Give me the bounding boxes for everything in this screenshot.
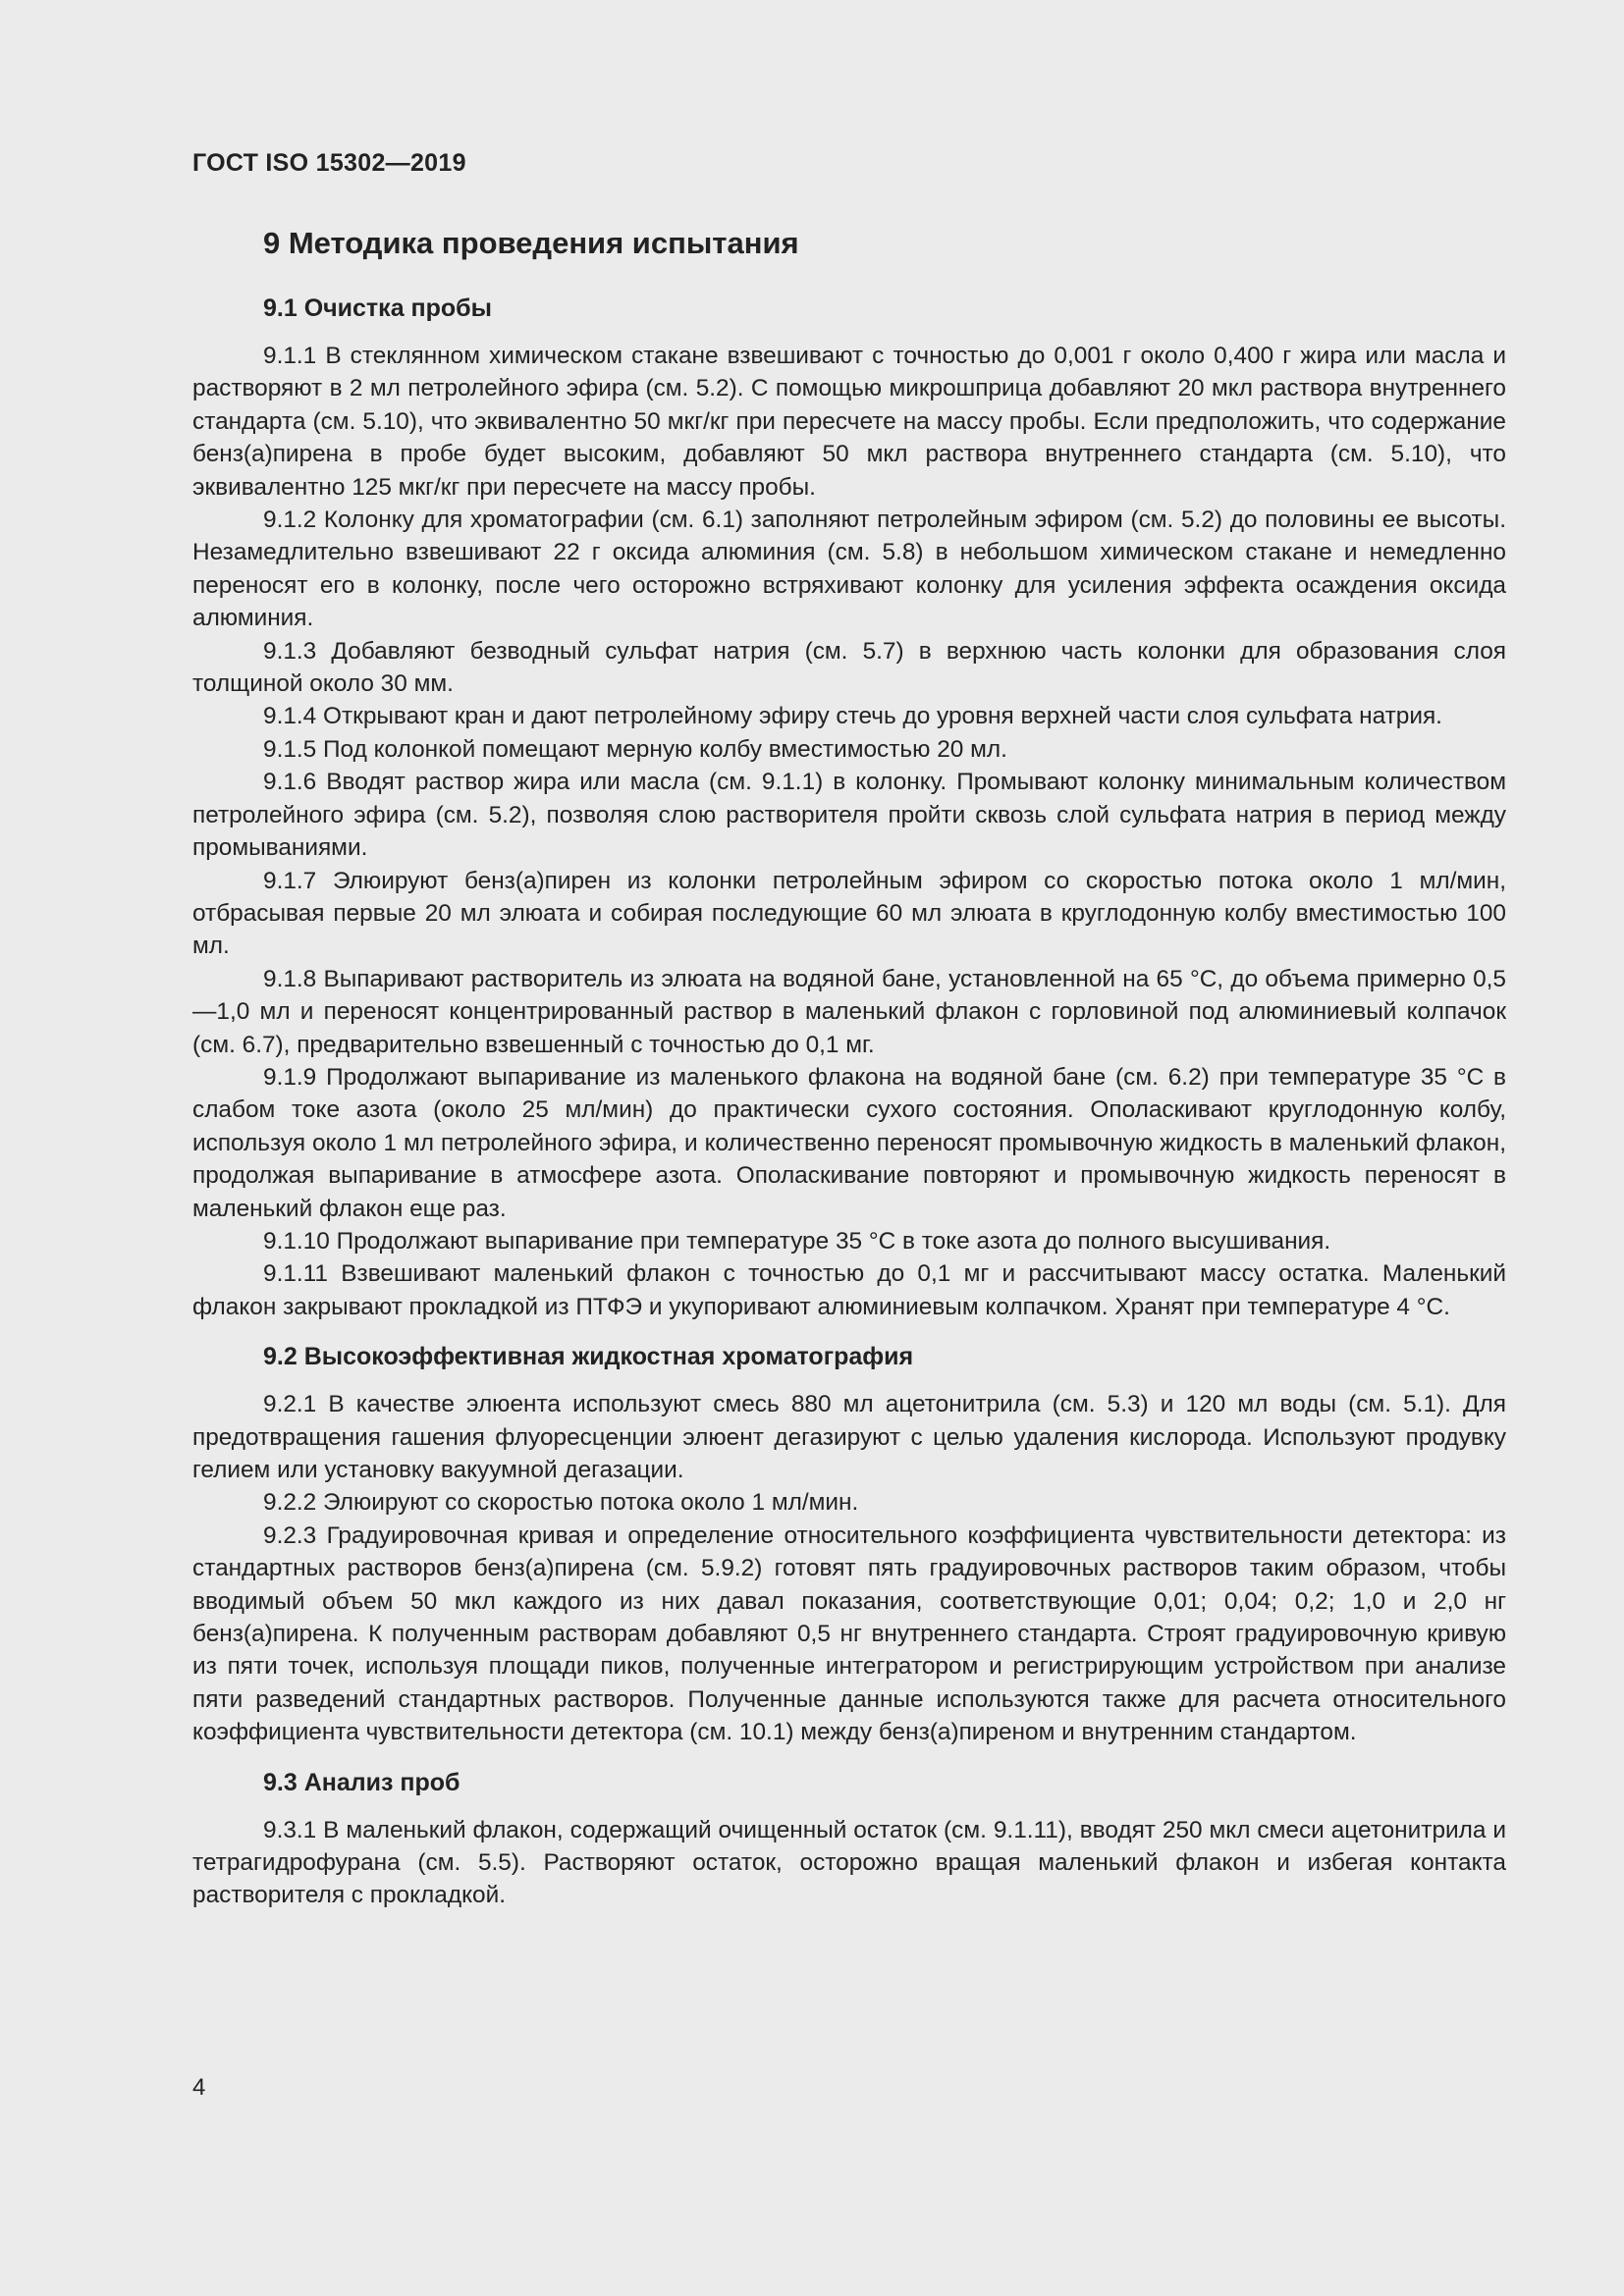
paragraph-9-2-3: 9.2.3 Градуировочная кривая и определение относительного коэффициента чувствительности детектора: из стандартных растворов бенз(а)пирена (см. 5.9.2) готовят пять градуировочных растворов таким образом, чтобы вводимый объем 50 мкл каждого из них давал показания, соответствующие 0,01; 0,04; 0,2; 1,0 и 2,0 нг бенз(а)пирена. К полученным растворам добавляют 0,5 нг внутреннего стандарта. Строят градуировочную кривую из пяти точек, используя площади пиков, полученные интегратором и регистрирующим устройством при анализе пяти разведений стандартных растворов. Полученные данные используются также для расчета относительного коэффициента чувствительности детектора (см. 10.1) между бенз(а)пиреном и внутренним стандартом. bbox=[192, 1522, 1506, 1746]
paragraph-9-1-3: 9.1.3 Добавляют безводный сульфат натрия (см. 5.7) в верхнюю часть колонки для образования слоя толщиной около 30 мм. bbox=[192, 637, 1506, 698]
paragraph-9-1-4: 9.1.4 Открывают кран и дают петролейному эфиру стечь до уровня верхней части слоя сульфата натрия. bbox=[263, 703, 1442, 730]
document-body bbox=[192, 222, 1506, 1912]
document-code-header: ГОСТ ISO 15302—2019 bbox=[192, 149, 466, 177]
paragraph-9-2-2: 9.2.2 Элюируют со скоростью потока около 1 мл/мин. bbox=[263, 1489, 859, 1517]
paragraph-9-1-7: 9.1.7 Элюируют бенз(а)пирен из колонки петролейным эфиром со скоростью потока около 1 мл/мин, отбрасывая первые 20 мл элюата и собирая последующие 60 мл элюата в круглодонную колбу вместимостью 100 мл. bbox=[192, 867, 1506, 960]
paragraph-9-1-9: 9.1.9 Продолжают выпаривание из маленького флакона на водяной бане (см. 6.2) при температуре 35 °С в слабом токе азота (около 25 мл/мин) до практически сухого состояния. Ополаскивают круглодонную колбу, используя около 1 мл петролейного эфира, и количественно переносят промывочную жидкость в маленький флакон, продолжая выпаривание в атмосфере азота. Ополаскивание повторяют и промывочную жидкость переносят в маленький флакон еще раз. bbox=[192, 1063, 1506, 1222]
paragraph-9-1-11: 9.1.11 Взвешивают маленький флакон с точностью до 0,1 мг и рассчитывают массу остатка. Маленький флакон закрывают прокладкой из ПТФЭ и укупоривают алюминиевым колпачком. Хранят при температуре 4 °С. bbox=[192, 1260, 1506, 1320]
paragraph-9-1-6: 9.1.6 Вводят раствор жира или масла (см. 9.1.1) в колонку. Промывают колонку минимальным количеством петролейного эфира (см. 5.2), позволяя слою растворителя пройти сквозь слой сульфата натрия в период между промываниями. bbox=[192, 769, 1506, 862]
subsection-title-9-2: 9.2 Высокоэффективная жидкостная хроматография bbox=[263, 1343, 914, 1371]
paragraph-9-1-10: 9.1.10 Продолжают выпаривание при температуре 35 °С в токе азота до полного высушивания. bbox=[263, 1227, 1331, 1255]
paragraph-9-1-1: 9.1.1 В стеклянном химическом стакане взвешивают с точностью до 0,001 г около 0,400 г жира или масла и растворяют в 2 мл петролейного эфира (см. 5.2). С помощью микрошприца добавляют 20 мкл раствора внутреннего стандарта (см. 5.10), что эквивалентно 50 мкг/кг при пересчете на массу пробы. Если предположить, что содержание бенз(а)пирена в пробе будет высоким, добавляют 50 мкл раствора внутреннего стандарта (см. 5.10), что эквивалентно 125 мкг/кг при пересчете на массу пробы. bbox=[192, 343, 1506, 501]
section-title: 9 Методика проведения испытания bbox=[263, 226, 799, 260]
paragraph-9-2-1: 9.2.1 В качестве элюента используют смесь 880 мл ацетонитрила (см. 5.3) и 120 мл воды (см. 5.1). Для предотвращения гашения флуоресценции элюент дегазируют с целью удаления кислорода. Используют продувку гелием или установку вакуумной дегазации. bbox=[192, 1391, 1506, 1483]
subsection-title-9-3: 9.3 Анализ проб bbox=[263, 1768, 460, 1796]
page-number: 4 bbox=[192, 2074, 206, 2101]
paragraph-9-3-1: 9.3.1 В маленький флакон, содержащий очищенный остаток (см. 9.1.11), вводят 250 мкл смеси ацетонитрила и тетрагидрофурана (см. 5.5). Растворяют остаток, осторожно вращая маленький флакон и избегая контакта растворителя с прокладкой. bbox=[192, 1816, 1506, 1909]
paragraph-9-1-8: 9.1.8 Выпаривают растворитель из элюата на водяной бане, установленной на 65 °С, до объема примерно 0,5—1,0 мл и переносят концентрированный раствор в маленький флакон с горловиной под алюминиевый колпачок (см. 6.7), предварительно взвешенный с точностью до 0,1 мг. bbox=[192, 965, 1506, 1058]
subsection-title-9-1: 9.1 Очистка пробы bbox=[263, 294, 492, 322]
paragraph-9-1-5: 9.1.5 Под колонкой помещают мерную колбу вместимостью 20 мл. bbox=[263, 735, 1007, 763]
paragraph-9-1-2: 9.1.2 Колонку для хроматографии (см. 6.1) заполняют петролейным эфиром (см. 5.2) до половины ее высоты. Незамедлительно взвешивают 22 г оксида алюминия (см. 5.8) в небольшом химическом стакане и немедленно переносят его в колонку, после чего осторожно встряхивают колонку для усиления эффекта осаждения оксида алюминия. bbox=[192, 507, 1506, 632]
